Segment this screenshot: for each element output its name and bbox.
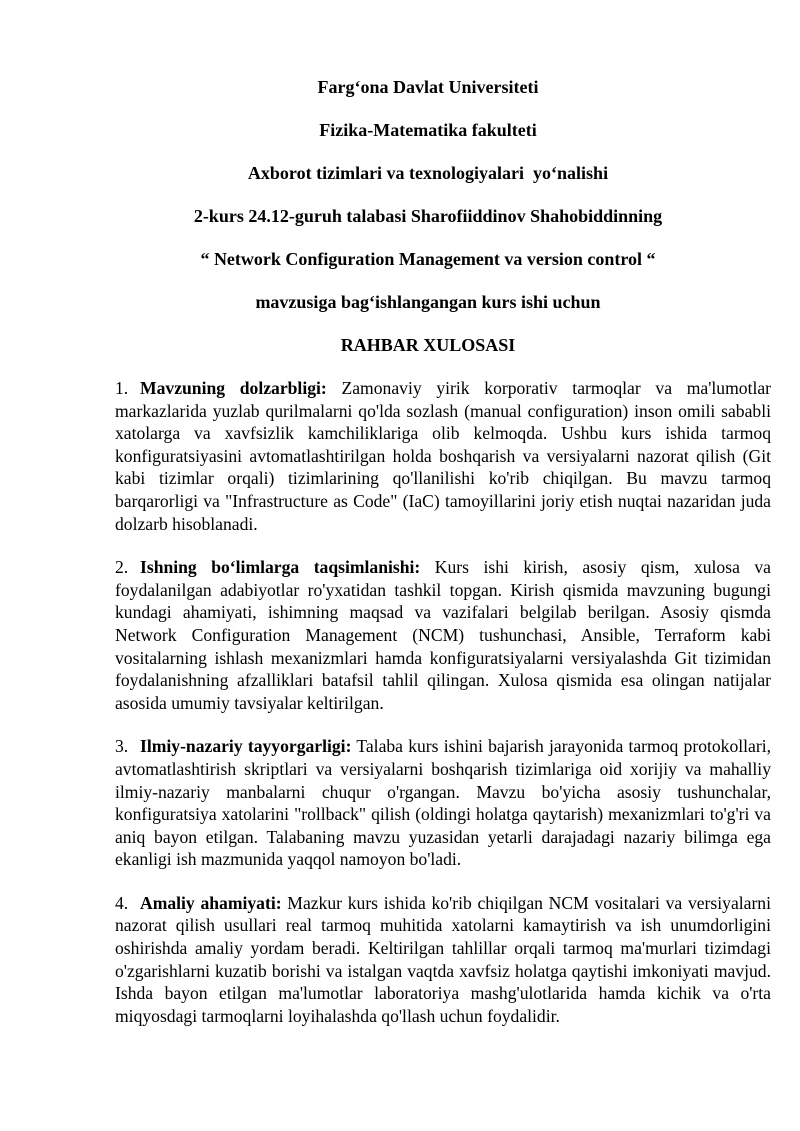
- document-title: RAHBAR XULOSASI: [340, 335, 516, 355]
- section-text: Talaba kurs ishini bajarish jarayonida tarmoq protokollari, avtomatlashtirish skriptlari va versiyalarni boshqarish tizimlariga oid xorijiy va mahalliy ilmiy-nazariy manbalarni chuqur o'rgangan. Mavzu bo'yicha asosiy tushunchalar, konfiguratsiya xatolarini "rollback" qilish (oldingi holatga qaytarish) mexanizmlari to'g'ri va aniq bayon etilgan. Talabaning mavzu yuzasidan yetarli darajadagi nazariy bilimga ega ekanligi ish mazmunida yaqqol namoyon bo'ladi.: [115, 736, 772, 870]
- section-text: Kurs ishi kirish, asosiy qism, xulosa va foydalanilgan adabiyotlar ro'yxatidan tashkil topgan. Kirish qismida mavzuning bugungi kundagi ahamiyati, ishimning maqsad va vazifalari belgilab berilgan. Asosiy qismda Network Configuration Management (NCM) tushunchasi, Ansible, Terraform kabi vositalarning ishlash mexanizmlari hamda konfiguratsiyalarni versiyalashda Git tizimidan foydalanishning afzalliklari batafsil tahlil qilingan. Xulosa qismida esa olingan natijalar asosida umumiy tavsiyalar keltirilgan.: [115, 557, 771, 713]
- section-paragraph: [115, 556, 771, 714]
- section-number: 1.: [115, 378, 129, 398]
- document-body: [115, 377, 771, 1048]
- section-number: 3.: [115, 736, 129, 757]
- section-heading: Ilmiy-nazariy tayyorgarligi:: [140, 736, 352, 757]
- section-heading: Amaliy ahamiyati:: [140, 892, 282, 913]
- section-heading: Mavzuning dolzarbligi:: [140, 378, 327, 398]
- direction-name: Axborot tizimlari va texnologiyalari yo‘nalishi: [247, 163, 609, 183]
- section-paragraph: [115, 892, 771, 1028]
- section-text: Zamonaviy yirik korporativ tarmoqlar va ma'lumotlar markazlarida yuzlab qurilmalarni qo'lda sozlash (manual configuration) inson omili sababli xatolarga va xavfsizlik kamchiliklariga olib kelmoqda. Ushbu kurs ishida tarmoq konfiguratsiyasini avtomatlashtirilgan holda boshqarish va versiyalarni nazorat qilish (Git kabi tizimlar orqali) tizimlarining qo'llanilishi ko'rib chiqilgan. Bu mavzu tarmoq barqarorligi va "Infrastructure as Code" (IaC) tamoyillarini joriy etish nuqtai nazaridan juda dolzarb hisoblanadi.: [115, 378, 772, 534]
- student-line: 2-kurs 24.12-guruh talabasi Sharofiiddinov Shahobiddinning: [193, 206, 663, 226]
- section-paragraph: [115, 735, 771, 871]
- section-heading: Ishning bo‘limlarga taqsimlanishi:: [140, 557, 421, 578]
- section-number: 4.: [115, 892, 129, 913]
- topic-line: “ Network Configuration Management va version control “: [200, 249, 656, 269]
- faculty-name: Fizika-Matematika fakulteti: [319, 120, 537, 140]
- purpose-line: mavzusiga bag‘ishlangangan kurs ishi uchun: [255, 292, 601, 312]
- document-header: [80, 76, 776, 377]
- section-number: 2.: [115, 557, 129, 578]
- section-paragraph: [115, 377, 771, 535]
- university-name: Farg‘ona Davlat Universiteti: [317, 77, 539, 97]
- section-text: Mazkur kurs ishida ko'rib chiqilgan NCM vositalari va versiyalarni nazorat qilish usullari real tarmoq muhitida xatolarni kamaytirish va ish unumdorligini oshirishda amaliy yordam beradi. Keltirilgan tahlillar orqali tarmoq ma'murlari tizimdagi o'zgarishlarni kuzatib borishi va istalgan vaqtda xavfsiz holatga qaytishi imkoniyati mavjud. Ishda bayon etilgan ma'lumotlar laboratoriya mashg'ulotlarida hamda kichik va o'rta miqyosdagi tarmoqlarni loyihalashda qo'llash uchun foydalidir.: [115, 892, 771, 1026]
